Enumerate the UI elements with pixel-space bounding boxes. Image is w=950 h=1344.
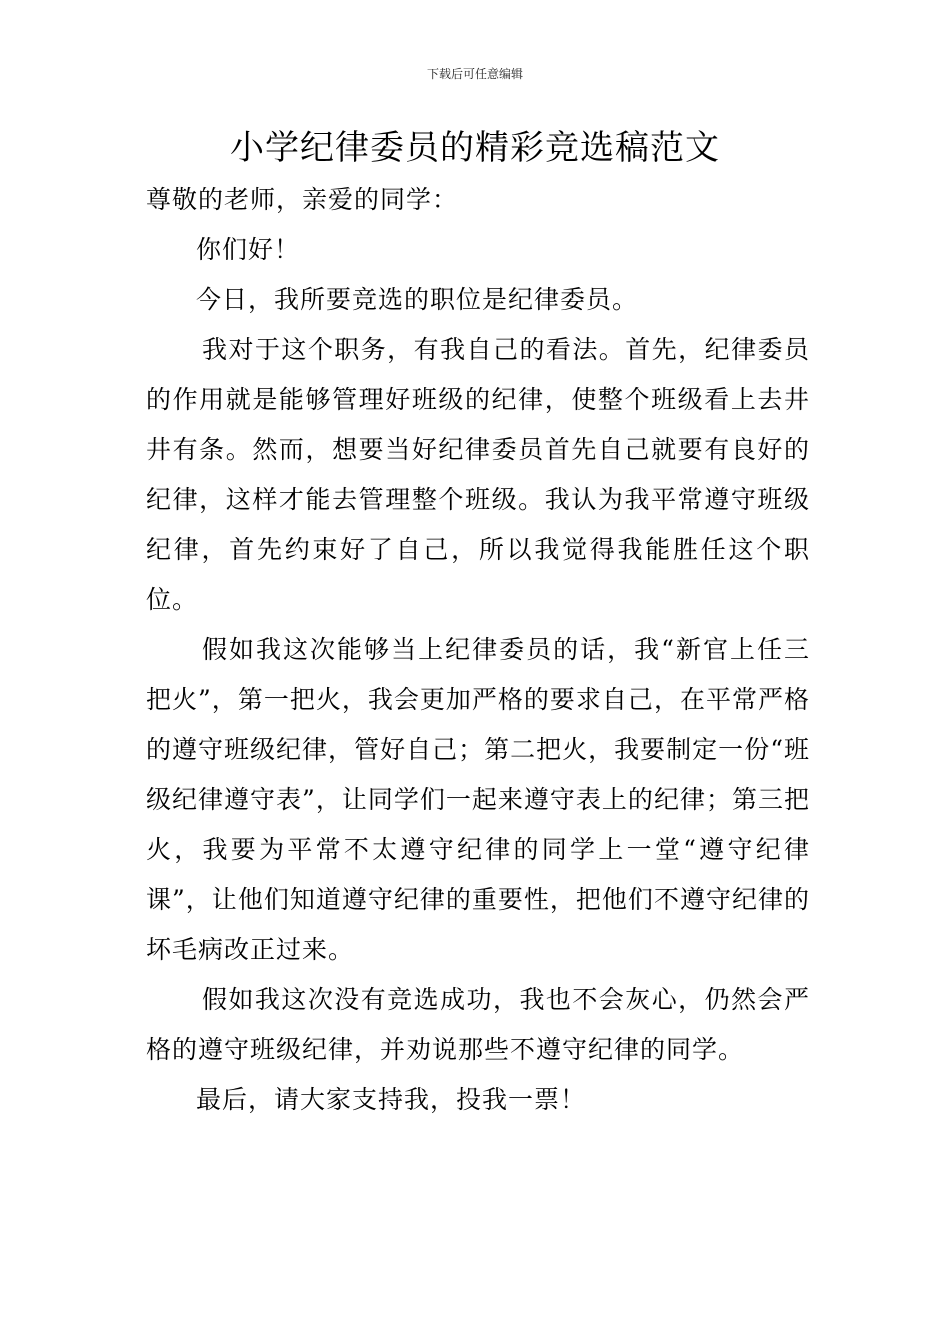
paragraph-greeting: 你们好！ <box>196 235 301 264</box>
document-body <box>146 175 810 1125</box>
document-title: 小学纪律委员的精彩竞选稿范文 <box>230 128 720 168</box>
paragraph-fallback: 假如我这次没有竞选成功，我也不会灰心，仍然会严格的遵守班级纪律，并劝说那些不遵守纪律的同学。 <box>146 985 810 1064</box>
salutation: 尊敬的老师，亲爱的同学： <box>146 185 459 214</box>
header-note: 下载后可任意编辑 <box>426 67 523 81</box>
paragraph-opinion: 我对于这个职务，有我自己的看法。首先，纪律委员的作用就是能够管理好班级的纪律，使整个班级看上去井井有条。然而，想要当好纪律委员首先自己就要有良好的纪律，这样才能去管理整个班级。我认为我平常遵守班级纪律，首先约束好了自己，所以我觉得我能胜任这个职位。 <box>146 335 810 614</box>
paragraph-position: 今日，我所要竞选的职位是纪律委员。 <box>196 285 639 314</box>
paragraph-closing: 最后，请大家支持我，投我一票！ <box>196 1085 587 1114</box>
paragraph-plan: 假如我这次能够当上纪律委员的话，我“新官上任三把火”，第一把火，我会更加严格的要求自己，在平常严格的遵守班级纪律，管好自己；第二把火，我要制定一份“班级纪律遵守表”，让同学们一起来遵守表上的纪律；第三把火，我要为平常不太遵守纪律的同学上一堂“遵守纪律课”，让他们知道遵守纪律的重要性，把他们不遵守纪律的坏毛病改正过来。 <box>146 635 810 964</box>
